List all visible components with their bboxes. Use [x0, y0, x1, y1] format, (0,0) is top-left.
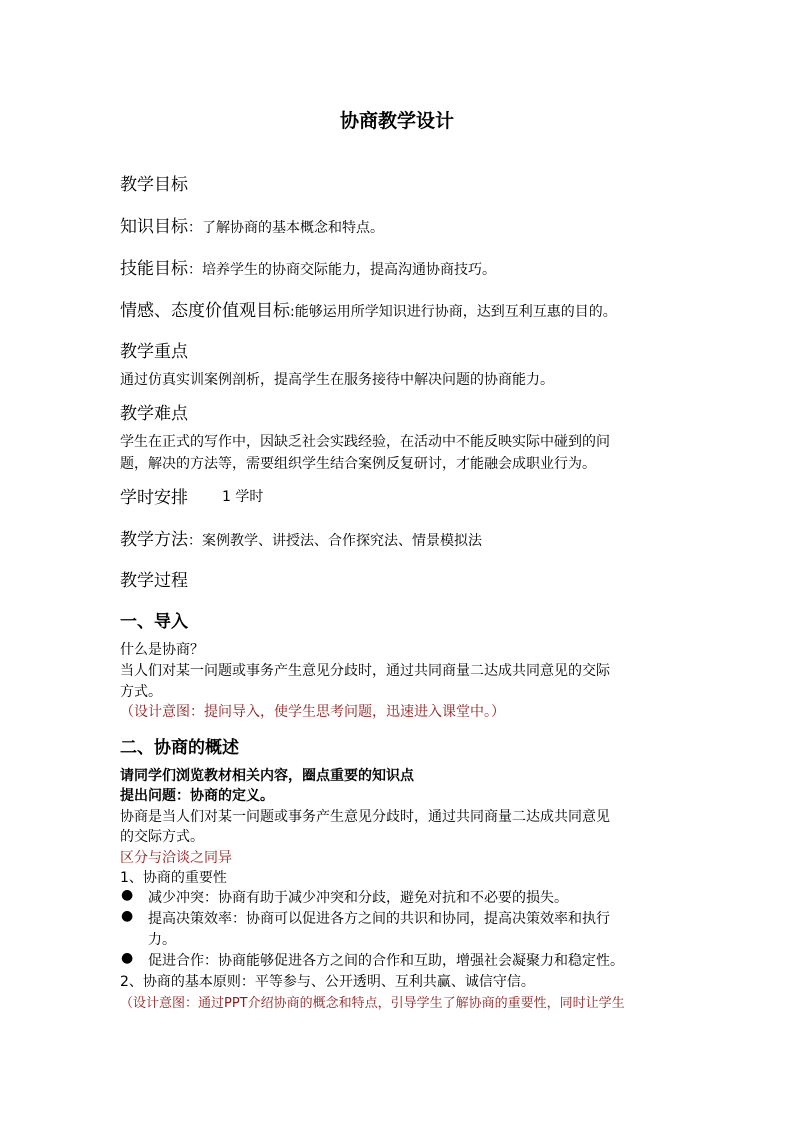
reading-instruction: 请同学们浏览教材相关内容，圈点重要的知识点	[120, 768, 414, 784]
definition-text: 协商是当人们对某一问题或事务产生意见分歧时，通过共同商量二达成共同意见	[120, 809, 610, 825]
list-item-continuation: 力。	[148, 932, 176, 948]
key-points-heading: 教学重点	[120, 342, 188, 362]
skill-objective-label: 技能目标	[120, 259, 188, 279]
list-item: 促进合作：协商能够促进各方之间的合作和互助，增强社会凝聚力和稳定性。	[148, 953, 624, 969]
schedule-label: 学时安排	[120, 488, 188, 508]
skill-objective	[120, 254, 496, 279]
intro-text: 当人们对某一问题或事务产生意见分歧时，通过共同商量二达成共同意见的交际	[120, 663, 610, 679]
difficulties-heading: 教学难点	[120, 404, 188, 424]
difficulties-line: 学生在正式的写作中，因缺乏社会实践经验，在活动中不能反映实际中碰到的问	[120, 434, 610, 450]
question-prompt: 提出问题：协商的定义。	[120, 788, 274, 804]
process-heading: 教学过程	[120, 571, 188, 591]
importance-heading: 1、协商的重要性	[120, 870, 227, 886]
knowledge-objective-label: 知识目标	[120, 217, 188, 237]
methods-text: ：案例教学、讲授法、合作探究法、情景模拟法	[188, 533, 482, 549]
methods-label: 教学方法	[120, 530, 188, 550]
design-intent: （设计意图：通过PPT介绍协商的概念和特点，引导学生了解协商的重要性，同时让学生	[120, 996, 625, 1011]
section-heading: 一、导入	[120, 612, 188, 632]
bullet-icon: ●	[121, 950, 134, 966]
attitude-objective-text: :能够运用所学知识进行协商，达到互利互惠的目的。	[290, 304, 617, 320]
bullet-icon: ●	[121, 887, 134, 903]
list-item: 减少冲突：协商有助于减少冲突和分歧，避免对抗和不必要的损失。	[148, 890, 568, 906]
section-heading: 二、协商的概述	[120, 738, 239, 758]
key-points-text: 通过仿真实训案例剖析，提高学生在服务接待中解决问题的协商能力。	[120, 372, 554, 388]
attitude-objective-label: 情感、态度价值观目标	[120, 301, 290, 321]
intro-text: 方式。	[120, 684, 162, 700]
skill-objective-text: ：培养学生的协商交际能力，提高沟通协商技巧。	[188, 262, 496, 278]
distinguish-note: 区分与洽谈之同异	[120, 850, 232, 866]
list-item: 提高决策效率：协商可以促进各方之间的共识和协同，提高决策效率和执行	[148, 911, 610, 927]
bullet-icon: ●	[121, 908, 134, 924]
difficulties-line: 题，解决的方法等，需要组织学生结合案例反复研讨，才能融会成职业行为。	[120, 456, 596, 472]
knowledge-objective	[120, 212, 384, 237]
principles-text: 2、协商的基本原则：平等参与、公开透明、互利共赢、诚信守信。	[120, 974, 535, 990]
teaching-methods	[120, 525, 482, 550]
page-title: 协商教学设计	[339, 110, 454, 132]
definition-text: 的交际方式。	[120, 829, 204, 845]
knowledge-objective-text: ：了解协商的基本概念和特点。	[188, 220, 384, 236]
attitude-objective	[120, 296, 617, 321]
objectives-heading: 教学目标	[120, 175, 188, 195]
schedule-value: 1 学时	[222, 489, 264, 505]
intro-question: 什么是协商？	[120, 642, 204, 658]
design-intent: （设计意图：提问导入，使学生思考问题，迅速进入课堂中。）	[120, 704, 505, 720]
